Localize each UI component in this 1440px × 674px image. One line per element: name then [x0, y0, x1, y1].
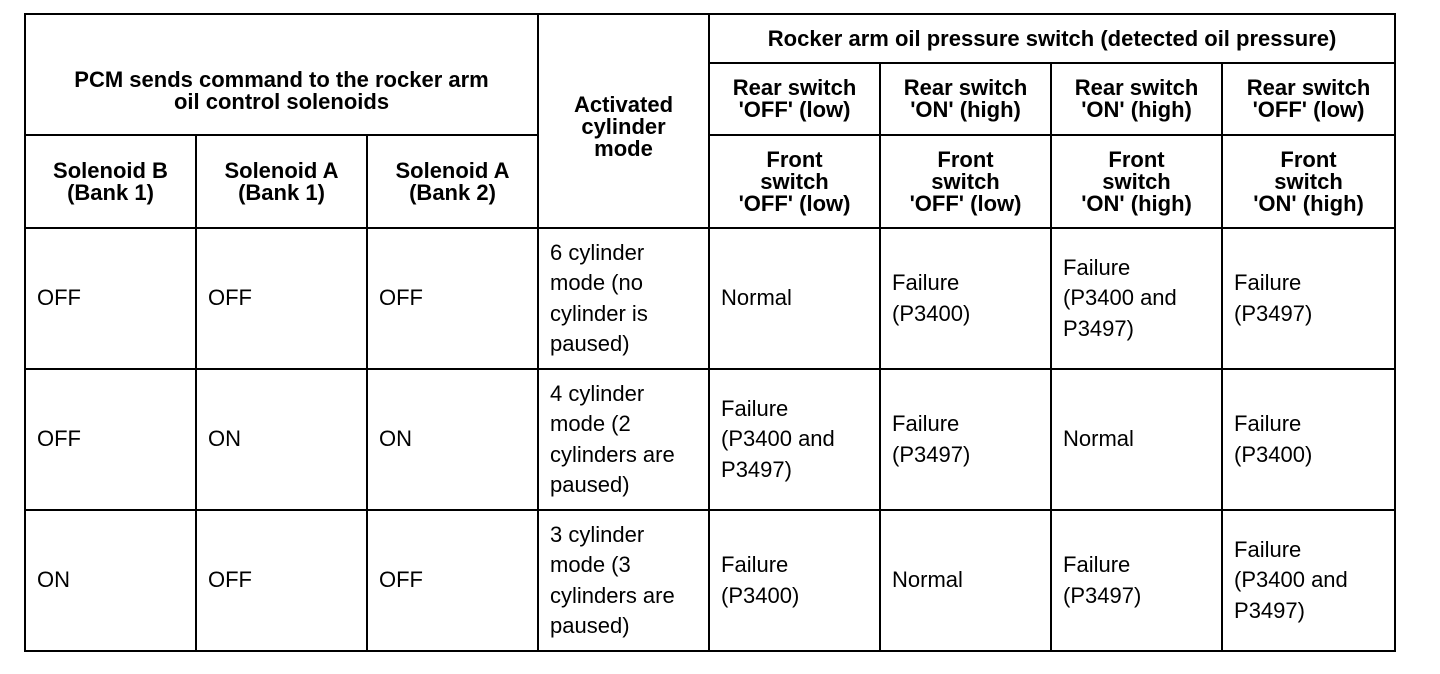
- activated-mode-header-text: Activated cylinder mode: [573, 92, 674, 161]
- solenoid-cell: OFF: [196, 510, 367, 651]
- rear-switch-header: Rear switch 'OFF' (low): [709, 63, 880, 135]
- solenoid-header: Solenoid B (Bank 1): [25, 135, 196, 228]
- result-cell: Failure (P3497): [880, 369, 1051, 510]
- result-cell: Failure (P3400 and P3497): [1222, 510, 1395, 651]
- solenoid-cell: OFF: [25, 369, 196, 510]
- result-cell: Failure (P3400 and P3497): [709, 369, 880, 510]
- table-row: [25, 369, 1395, 510]
- solenoid-header: Solenoid A (Bank 1): [196, 135, 367, 228]
- result-cell: Failure (P3400): [880, 228, 1051, 369]
- rear-switch-header: Rear switch 'ON' (high): [1051, 63, 1222, 135]
- rocker-switch-header: [709, 14, 1395, 63]
- pcm-command-header-text: PCM sends command to the rocker arm oil control solenoids: [74, 67, 489, 114]
- rear-switch-header: Rear switch 'OFF' (low): [1222, 63, 1395, 135]
- rear-switch-header: Rear switch 'ON' (high): [880, 63, 1051, 135]
- solenoid-header: Solenoid A (Bank 2): [367, 135, 538, 228]
- solenoid-cell: OFF: [367, 228, 538, 369]
- activated-mode-header: [538, 14, 709, 228]
- rocker-switch-header-text: Rocker arm oil pressure switch (detected oil pressure): [767, 25, 1337, 51]
- result-cell: Normal: [1051, 369, 1222, 510]
- solenoid-cell: ON: [196, 369, 367, 510]
- solenoid-cell: OFF: [196, 228, 367, 369]
- pcm-command-header: [25, 14, 538, 135]
- table-row: [25, 228, 1395, 369]
- solenoid-cell: ON: [367, 369, 538, 510]
- solenoid-cell: ON: [25, 510, 196, 651]
- solenoid-cell: OFF: [25, 228, 196, 369]
- result-cell: Failure (P3400 and P3497): [1051, 228, 1222, 369]
- mode-cell: 6 cylinder mode (no cylinder is paused): [538, 228, 709, 369]
- front-switch-header: Front switch 'OFF' (low): [709, 135, 880, 228]
- mode-cell: 3 cylinder mode (3 cylinders are paused): [538, 510, 709, 651]
- result-cell: Failure (P3400): [709, 510, 880, 651]
- front-switch-header: Front switch 'OFF' (low): [880, 135, 1051, 228]
- mode-cell: 4 cylinder mode (2 cylinders are paused): [538, 369, 709, 510]
- front-switch-header: Front switch 'ON' (high): [1222, 135, 1395, 228]
- result-cell: Failure (P3497): [1222, 228, 1395, 369]
- table-row: [25, 510, 1395, 651]
- result-cell: Normal: [880, 510, 1051, 651]
- solenoid-cell: OFF: [367, 510, 538, 651]
- cylinder-mode-diagnostic-table: [24, 13, 1396, 652]
- result-cell: Failure (P3497): [1051, 510, 1222, 651]
- result-cell: Failure (P3400): [1222, 369, 1395, 510]
- result-cell: Normal: [709, 228, 880, 369]
- front-switch-header: Front switch 'ON' (high): [1051, 135, 1222, 228]
